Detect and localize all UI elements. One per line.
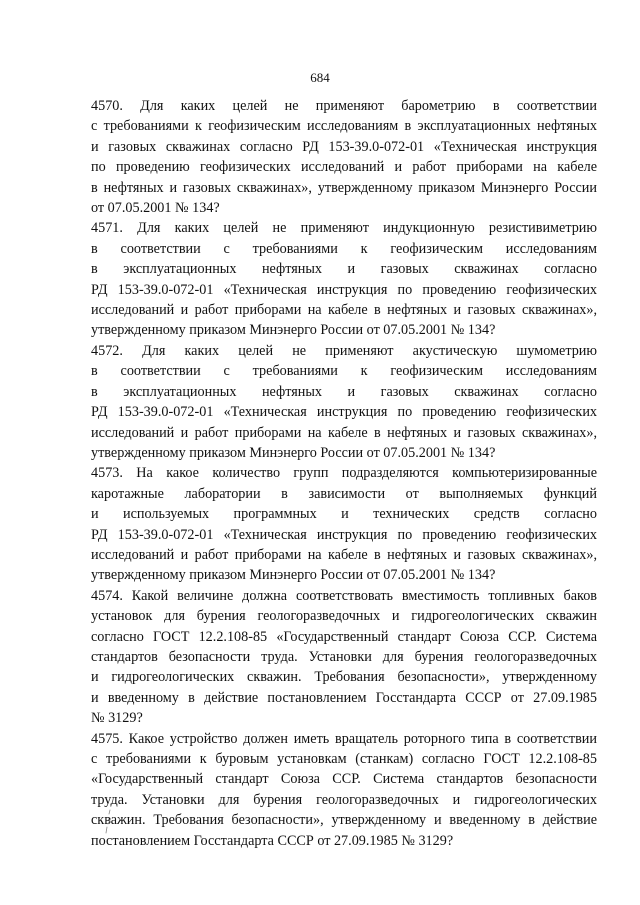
question-line: с требованиями к геофизическим исследованиям в эксплуатационных нефтяных — [91, 118, 597, 135]
question-line: РД 153-39.0-072-01 «Техническая инструкция по проведению геофизических — [91, 281, 597, 298]
question-4572 — [91, 341, 597, 463]
question-line: исследований и работ приборами на кабеле в нефтяных и газовых скважинах», — [91, 546, 597, 563]
question-line: с требованиями к буровым установкам (станкам) согласно ГОСТ 12.2.108-85 — [91, 751, 597, 767]
questions-list — [91, 96, 597, 851]
question-line: и используемых программных и технических средств согласно — [91, 506, 597, 523]
question-line: утвержденному приказом Минэнерго России от 07.05.2001 № 134? — [91, 322, 496, 339]
question-line: в соответствии с требованиями к геофизическим исследованиям — [91, 240, 597, 257]
question-line: 4570. Для каких целей не применяют барометрию в соответствии — [91, 98, 597, 114]
question-line: в эксплуатационных нефтяных и газовых скважинах согласно — [91, 383, 597, 400]
question-line: 4572. Для каких целей не применяют акустическую шумометрию — [91, 342, 597, 359]
question-line: скважин. Требования безопасности», утвержденному и введенному в действие — [91, 812, 597, 829]
question-line: и введенному в действие постановлением Госстандарта СССР от 27.09.1985 — [91, 689, 597, 706]
question-line: каротажные лаборатории в зависимости от выполняемых функций — [91, 485, 597, 502]
question-line: утвержденному приказом Минэнерго России от 07.05.2001 № 134? — [91, 444, 496, 461]
question-4574 — [91, 586, 597, 729]
question-line: «Государственный стандарт Союза ССР. Система стандартов безопасности — [91, 771, 597, 788]
question-4575 — [91, 729, 597, 851]
question-line: исследований и работ приборами на кабеле в нефтяных и газовых скважинах», — [91, 424, 597, 441]
question-line: по проведению геофизических исследований и работ приборами на кабеле — [91, 159, 597, 176]
question-line: постановлением Госстандарта СССР от 27.09.1985 № 3129? — [91, 832, 454, 849]
pen-mark — [102, 808, 114, 836]
question-line: в нефтяных и газовых скважинах», утвержденному приказом Минэнерго России — [91, 179, 597, 196]
question-line: стандартов безопасности труда. Установки для бурения геологоразведочных — [91, 648, 597, 665]
question-line: согласно ГОСТ 12.2.108-85 «Государственный стандарт Союза ССР. Система — [91, 628, 597, 645]
question-line: РД 153-39.0-072-01 «Техническая инструкция по проведению геофизических — [91, 526, 597, 543]
question-4571 — [91, 218, 597, 340]
question-line: от 07.05.2001 № 134? — [91, 200, 220, 217]
question-line: в эксплуатационных нефтяных и газовых скважинах согласно — [91, 261, 597, 278]
question-line: и газовых скважинах согласно РД 153-39.0-072-01 «Техническая инструкция — [91, 138, 597, 155]
question-line: в соответствии с требованиями к геофизическим исследованиям — [91, 363, 597, 380]
question-4573 — [91, 463, 597, 585]
page-number: 684 — [310, 70, 330, 85]
question-line: 4571. Для каких целей не применяют индукционную резистивиметрию — [91, 220, 597, 237]
question-line: № 3129? — [91, 710, 143, 727]
question-line: РД 153-39.0-072-01 «Техническая инструкция по проведению геофизических — [91, 404, 597, 421]
question-line: установок для бурения геологоразведочных и гидрогеологических скважин — [91, 608, 597, 625]
question-4570 — [91, 96, 597, 218]
question-line: утвержденному приказом Минэнерго России от 07.05.2001 № 134? — [91, 567, 496, 584]
question-line: и гидрогеологических скважин. Требования безопасности», утвержденному — [91, 669, 597, 686]
question-line: 4574. Какой величине должна соответствовать вместимость топливных баков — [91, 587, 597, 604]
question-line: исследований и работ приборами на кабеле в нефтяных и газовых скважинах», — [91, 302, 597, 319]
question-line: труда. Установки для бурения геологоразведочных и гидрогеологических — [91, 791, 597, 808]
question-line: 4573. На какое количество групп подразделяются компьютеризированные — [91, 465, 597, 482]
question-line: 4575. Какое устройство должен иметь вращатель роторного типа в соответствии — [91, 730, 597, 747]
